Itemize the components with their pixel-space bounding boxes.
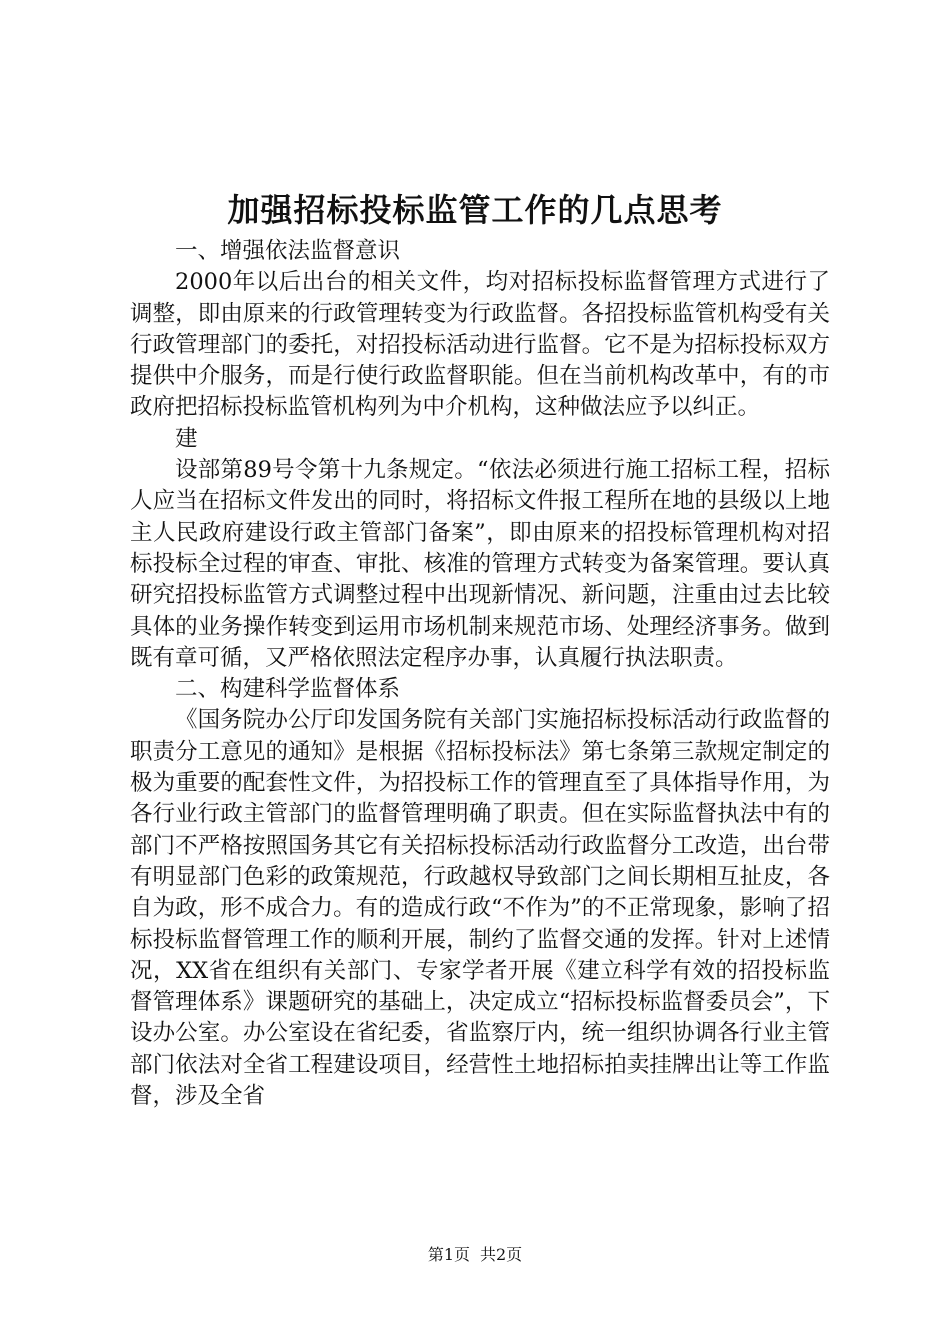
section-heading-2: 二、构建科学监督体系	[175, 676, 401, 703]
page-footer	[0, 1243, 950, 1267]
page-number: 第1页	[427, 1245, 470, 1264]
paragraph: 《国务院办公厅印发国务院有关部门实施招标投标活动行政监督的职责分工意见的通知》是根据《招标投标法》第七条第三款规定制定的极为重要的配套性文件，为招投标工作的管理直至了具体指导作用，为各行业行政主管部门的监督管理明确了职责。但在实际监督执法中有的部门不严格按照国务其它有关招标投标活动行政监督分工改造，出台带有明显部门色彩的政策规范，行政越权导致部门之间长期相互扯皮，各自为政，形不成合力。有的造成行政“不作为”的不正常现象，影响了招标投标监督管理工作的顺利开展，制约了监督交通的发挥。针对上述情况，XX省在组织有关部门、专家学者开展《建立科学有效的招投标监督管理体系》课题研究的基础上，决定成立“招标投标监督委员会”，下设办公室。办公室设在省纪委，省监察厅内，统一组织协调各行业主管部门依法对全省工程建设项目，经营性土地招标拍卖挂牌出让等工作监督，涉及全省	[130, 707, 830, 1110]
page-total: 共2页	[480, 1245, 523, 1264]
document-title: 加强招标投标监管工作的几点思考	[227, 191, 723, 229]
section-heading-1: 一、增强依法监督意识	[175, 238, 401, 264]
paragraph: 设部第89号令第十九条规定。“依法必须进行施工招标工程，招标人应当在招标文件发出的同时，将招标文件报工程所在地的县级以上地主人民政府建设行政主管部门备案”，即由原来的招投标管理机构对招标投标全过程的审查、审批、核准的管理方式转变为备案管理。要认真研究招投标监管方式调整过程中出现新情况、新问题，注重由过去比较具体的业务操作转变到运用市场机制来规范市场、处理经济事务。做到既有章可循，又严格依照法定程序办事，认真履行执法职责。	[130, 457, 830, 671]
paragraph: 建	[175, 425, 198, 452]
document-body	[130, 236, 830, 1112]
paragraph: 2000年以后出台的相关文件，均对招标投标监督管理方式进行了调整，即由原来的行政管理转变为行政监督。各招投标监管机构受有关行政管理部门的委托，对招投标活动进行监督。它不是为招标投标双方提供中介服务，而是行使行政监督职能。但在当前机构改革中，有的市政府把招标投标监管机构列为中介机构，这种做法应予以纠正。	[130, 269, 830, 421]
